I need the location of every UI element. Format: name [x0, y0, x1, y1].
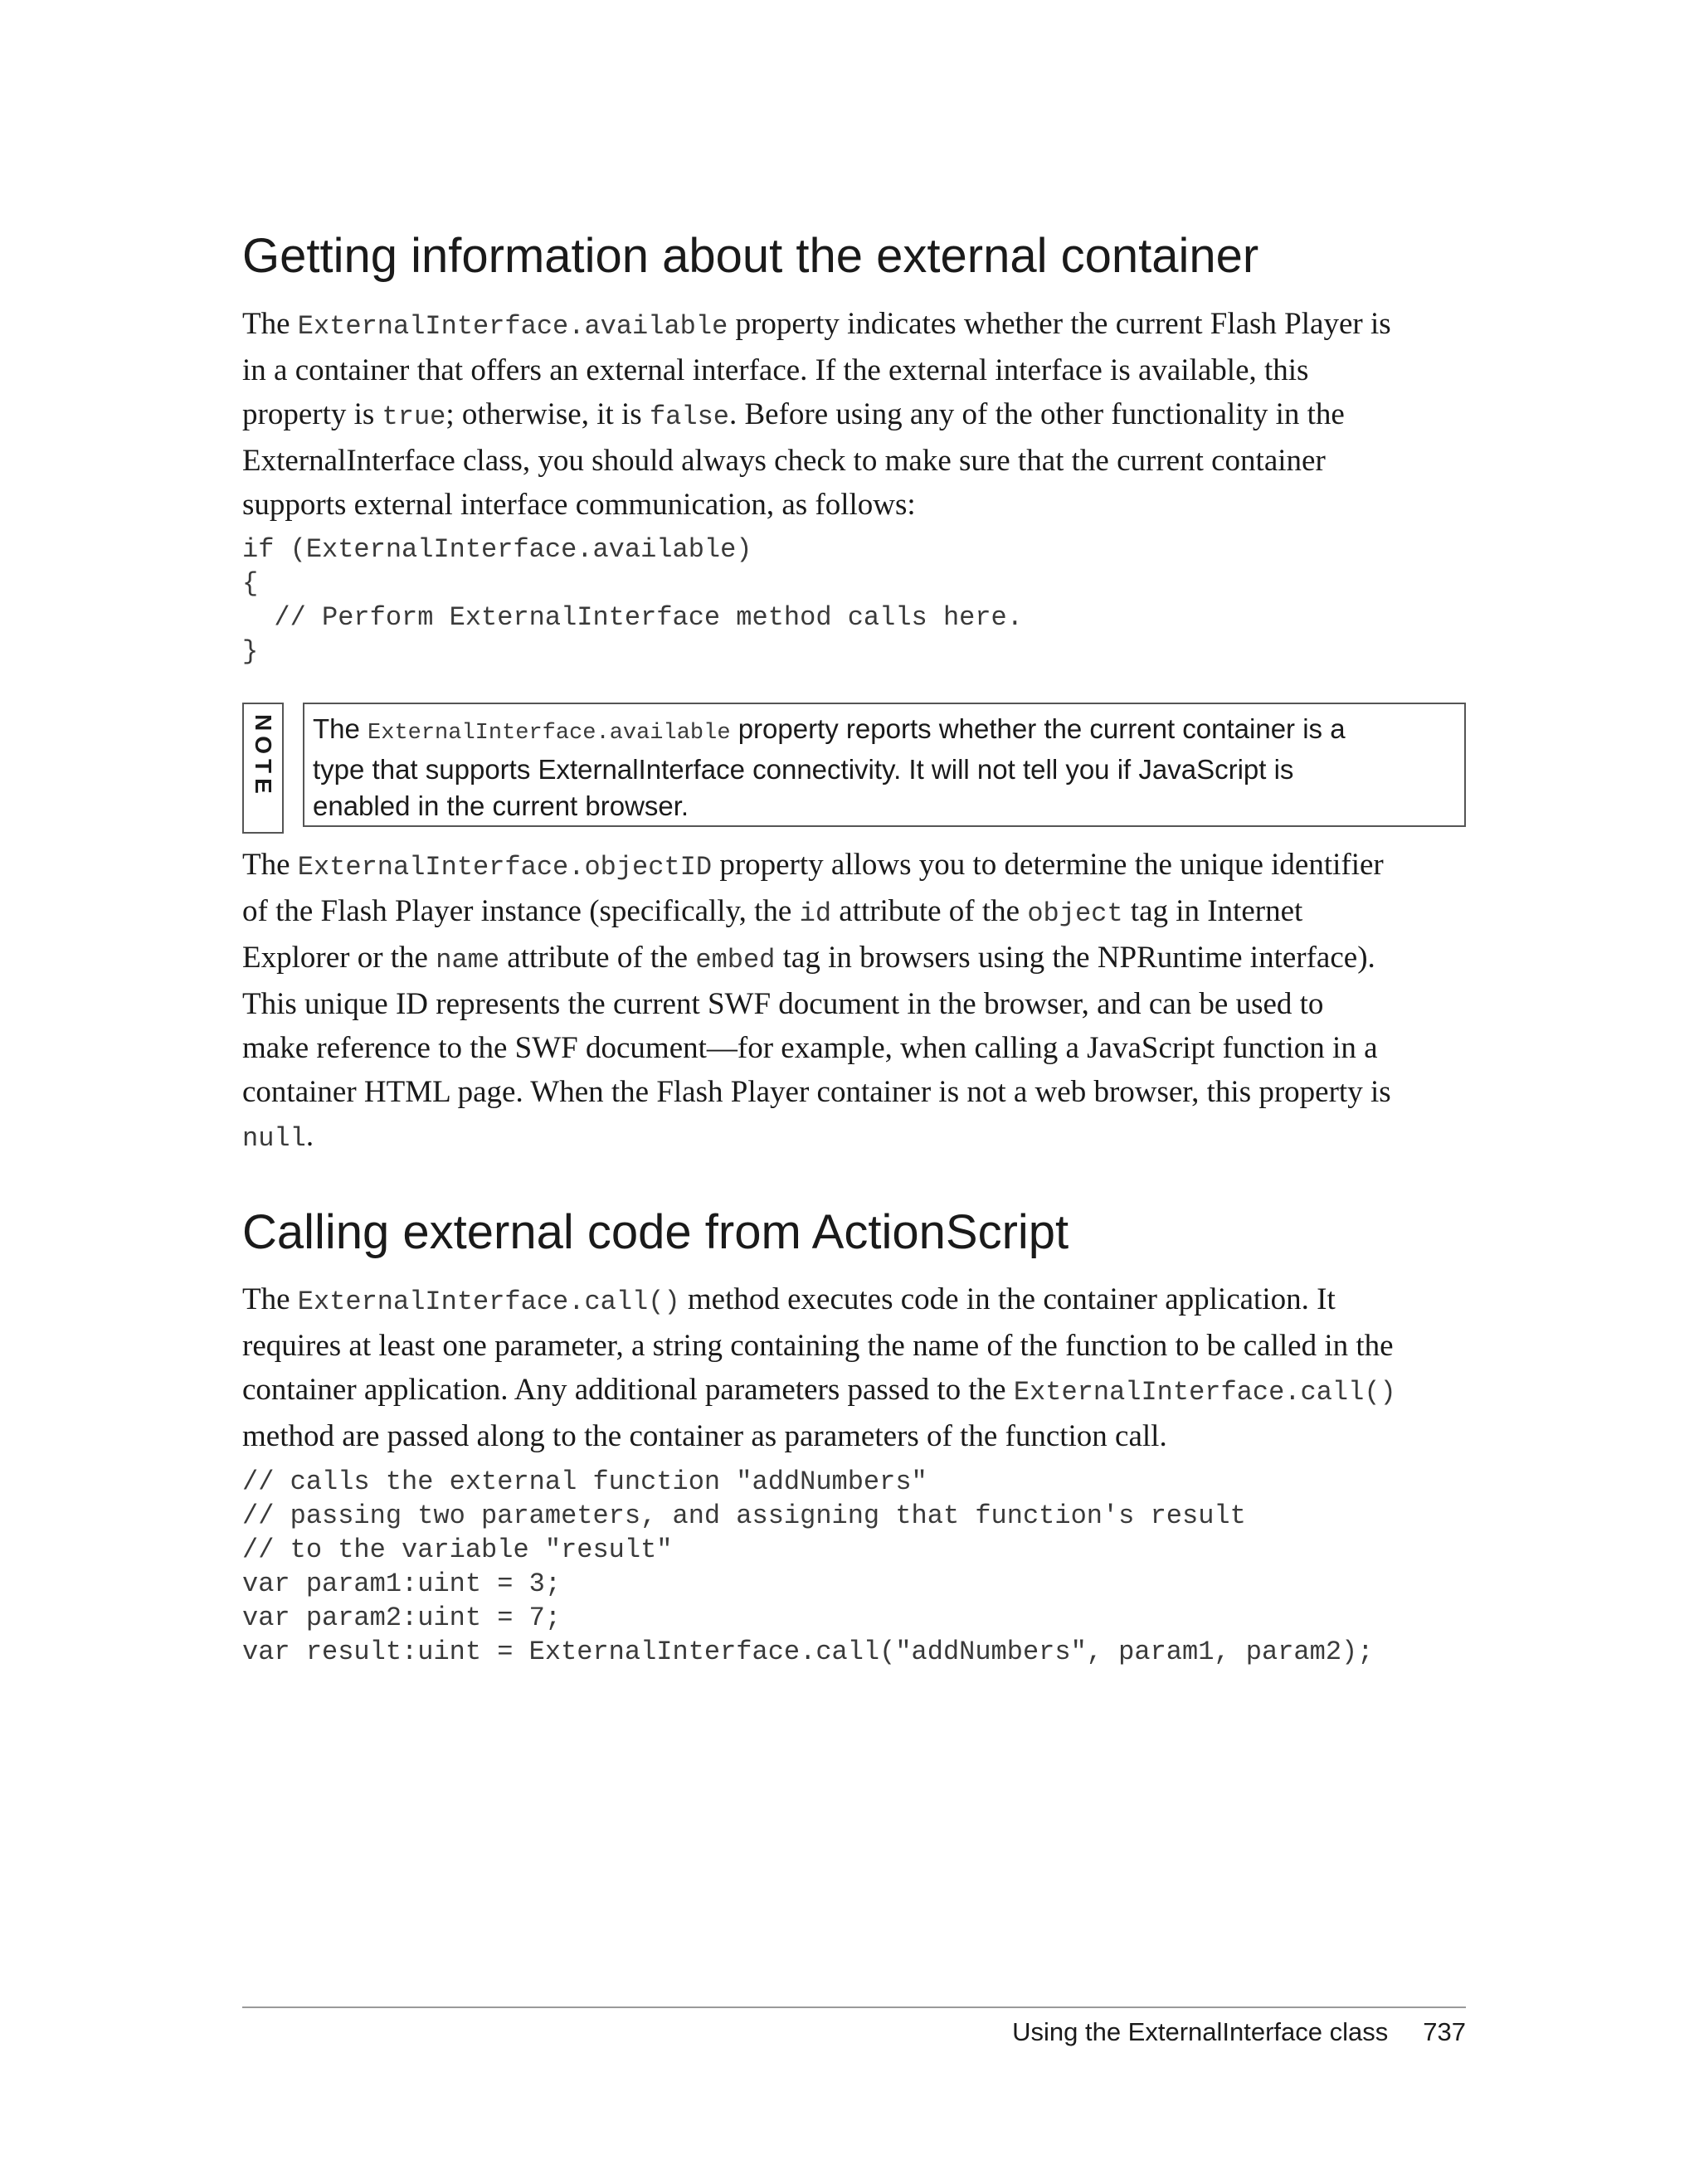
inline-code: ExternalInterface.call() — [297, 1287, 680, 1317]
inline-code: ExternalInterface.available — [368, 721, 731, 746]
section-heading-external-container: Getting information about the external container — [242, 229, 1259, 283]
code-block-call-example: // calls the external function "addNumbers" // passing two parameters, and assigning that function's result // to the variable "result" var param1:uint = 3; var param2:uint = 7; var result:uint = ExternalInterface.call("addNumbers", param1, param2); — [242, 1467, 1374, 1667]
note-label: NOTE — [242, 703, 284, 834]
footer-divider — [242, 2006, 1466, 2008]
inline-code: embed — [695, 945, 776, 975]
paragraph-available-property: The ExternalInterface.available property indicates whether the current Flash Player is in a container that offers an external interface. If the external interface is available, this property is true; otherwise, it is false. Before using any of the other functionality in the ExternalInterface class, you should always check to make sure that the current container supports external interface communication, as follows: — [242, 307, 1391, 522]
code-block-availability-check: if (ExternalInterface.available) { // Perform ExternalInterface method calls here. } — [242, 534, 1023, 667]
inline-code: ExternalInterface.call() — [1013, 1377, 1396, 1408]
inline-code: name — [436, 945, 500, 975]
page-number: 737 — [1423, 2017, 1466, 2046]
inline-code: null — [242, 1123, 306, 1154]
note-box: The ExternalInterface.available property reports whether the current container is a type that supports ExternalInterface connectivity. It will not tell you if JavaScript is enabled in the current browser. — [303, 703, 1466, 827]
footer-title: Using the ExternalInterface class — [1012, 2017, 1389, 2046]
section-heading-calling-external-code: Calling external code from ActionScript — [242, 1205, 1069, 1259]
inline-code: object — [1027, 898, 1123, 929]
inline-code: ExternalInterface.available — [297, 311, 728, 342]
inline-code: id — [799, 898, 832, 929]
inline-code: ExternalInterface.objectID — [297, 852, 713, 883]
page-footer — [1012, 2017, 1466, 2047]
inline-code: false — [649, 401, 729, 432]
inline-code: true — [382, 401, 446, 432]
paragraph-call-method: The ExternalInterface.call() method executes code in the container application. It requires at least one parameter, a string containing the name of the function to be called in the container application. Any additional parameters passed to the ExternalInterface.call() method are passed along to the container as parameters of the function call. — [242, 1282, 1396, 1453]
paragraph-objectid-property: The ExternalInterface.objectID property allows you to determine the unique identifier of the Flash Player instance (specifically, the id attribute of the object tag in Internet Explorer or the name attribute of the embed tag in browsers using the NPRuntime interface). This unique ID represents the current SWF document in the browser, and can be used to make reference to the SWF document—for example, when calling a JavaScript function in a container HTML page. When the Flash Player container is not a web browser, this property is null. — [242, 848, 1391, 1154]
